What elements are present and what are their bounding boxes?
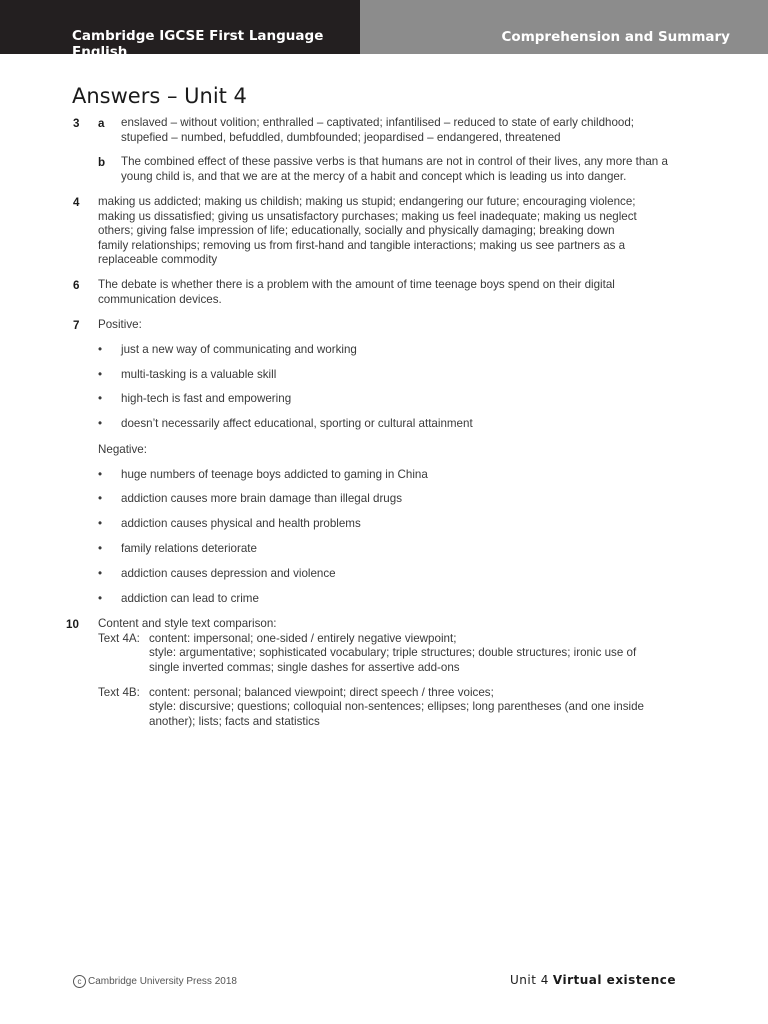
answer-line: young child is, and that we are at the mercy of a habit and concept which is leading us into danger. xyxy=(121,169,627,183)
list-item: addiction can lead to crime xyxy=(121,592,259,605)
bullet-marker: • xyxy=(98,542,103,555)
section-title: Comprehension and Summary xyxy=(501,29,730,45)
answer-line: content: impersonal; one-sided / entirely negative viewpoint; xyxy=(149,631,457,645)
sub-question-label: a xyxy=(98,117,105,130)
answer-line: replaceable commodity xyxy=(98,253,218,266)
list-item: multi-tasking is a valuable skill xyxy=(121,368,277,381)
answer-line: communication devices. xyxy=(98,292,222,306)
bullet-marker: • xyxy=(98,468,103,481)
unit-label: Unit 4 xyxy=(510,973,549,987)
footer-unit xyxy=(510,973,676,987)
text-label: Text 4B: xyxy=(98,685,140,699)
page-header xyxy=(0,0,768,60)
header-left-band xyxy=(0,0,360,60)
answer-line: family relationships; removing us from first-hand and tangible interactions; making us see partners as a xyxy=(98,238,626,252)
answer-line: Content and style text comparison: xyxy=(98,617,277,630)
answer-line: stupefied – numbed, befuddled, dumbfounded; jeopardised – endangered, threatened xyxy=(121,130,561,144)
answer-line: content: personal; balanced viewpoint; direct speech / three voices; xyxy=(149,685,494,699)
bullet-marker: • xyxy=(98,567,103,580)
question-number: 7 xyxy=(73,319,80,332)
answer-line: enslaved – without volition; enthralled – captivated; infantilised – reduced to state of early childhood; xyxy=(121,116,635,129)
bullet-marker: • xyxy=(98,368,103,381)
list-item: doesn’t necessarily affect educational, sporting or cultural attainment xyxy=(121,417,473,430)
answer-line: style: argumentative; sophisticated vocabulary; triple structures; double structures; ironic use of xyxy=(149,646,637,659)
book-title: Cambridge IGCSE First Language English xyxy=(72,28,324,60)
bullet-marker: • xyxy=(98,492,103,505)
page-title: Answers – Unit 4 xyxy=(72,84,247,108)
list-item: huge numbers of teenage boys addicted to gaming in China xyxy=(121,468,428,481)
sub-question-label: b xyxy=(98,156,106,169)
bullet-marker: • xyxy=(98,392,103,405)
bullet-marker: • xyxy=(98,417,103,430)
bullet-marker: • xyxy=(98,343,103,356)
header-right-band xyxy=(360,0,768,54)
copyright-notice xyxy=(73,975,237,988)
list-item: just a new way of communicating and working xyxy=(121,343,357,356)
answer-line: style: discursive; questions; colloquial non-sentences; ellipses; long parentheses (and one inside xyxy=(149,700,644,713)
answer-line: making us addicted; making us childish; making us stupid; endangering our future; encouraging violence; xyxy=(98,195,636,208)
bullet-marker: • xyxy=(98,517,103,530)
copyright-icon: c xyxy=(73,975,86,988)
question-number: 3 xyxy=(73,117,80,130)
answer-line: others; giving false impression of life; educationally, socially and physically damaging; breaking down xyxy=(98,224,615,237)
list-item: addiction causes more brain damage than illegal drugs xyxy=(121,492,402,505)
answer-line: making us dissatisfied; giving us unsatisfactory purchases; making us feel inadequate; making us neglect xyxy=(98,209,637,223)
negative-label: Negative: xyxy=(98,443,147,456)
list-item: family relations deteriorate xyxy=(121,542,257,555)
bullet-marker: • xyxy=(98,592,103,605)
list-item: addiction causes physical and health problems xyxy=(121,517,361,530)
answer-line: single inverted commas; single dashes for assertive add-ons xyxy=(149,660,460,674)
list-item: addiction causes depression and violence xyxy=(121,567,336,580)
text-label: Text 4A: xyxy=(98,631,140,645)
question-number: 6 xyxy=(73,279,80,292)
answer-line: The debate is whether there is a problem with the amount of time teenage boys spend on their digital xyxy=(98,278,615,291)
list-item: high-tech is fast and empowering xyxy=(121,392,292,405)
question-number: 4 xyxy=(73,196,80,209)
copyright-text: Cambridge University Press 2018 xyxy=(88,976,237,988)
question-number: 10 xyxy=(66,618,79,631)
unit-title: Virtual existence xyxy=(552,973,676,987)
answer-line: another); lists; facts and statistics xyxy=(149,714,320,728)
answer-line: The combined effect of these passive verbs is that humans are not in control of their lives, any more than a xyxy=(121,155,668,168)
positive-label: Positive: xyxy=(98,318,142,331)
